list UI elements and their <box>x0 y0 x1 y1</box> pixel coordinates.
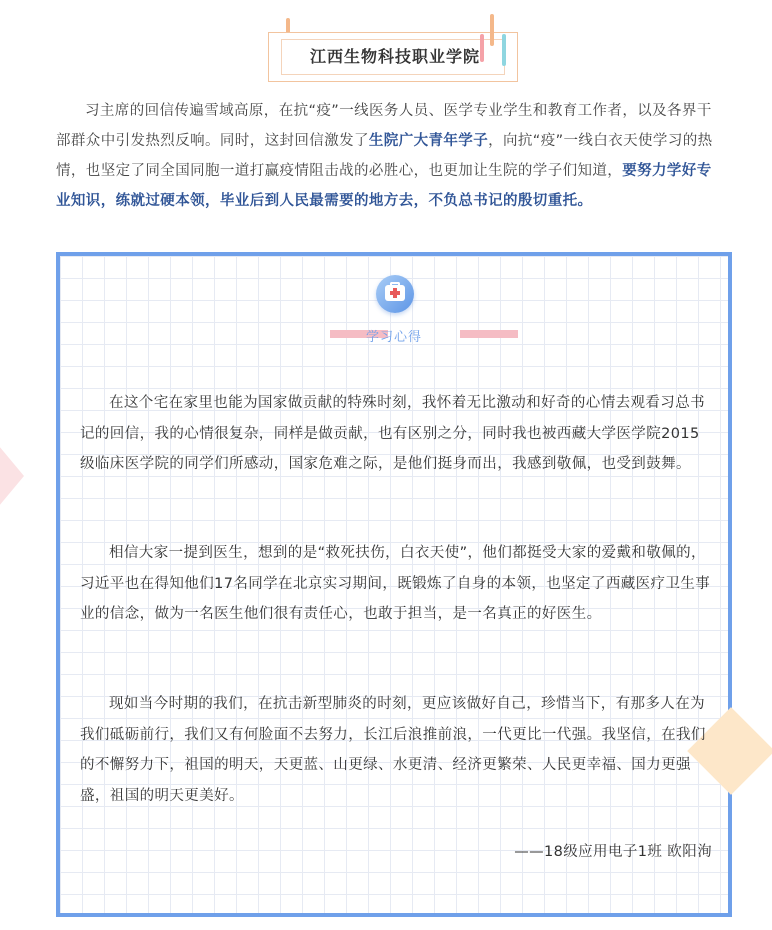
decor-triangle <box>0 440 24 512</box>
medkit-cross <box>390 291 400 295</box>
intro-text: 习主席的回信传遍雪域高原，在抗“疫”一线医务人员、医学专业学生和教育工作者，以及各界干部群众中引发热烈反响。同时，这封回信激发了 <box>56 103 712 149</box>
title-badge <box>264 14 526 74</box>
intro-highlight: 生院广大青年学子 <box>368 133 489 149</box>
medical-kit-icon <box>376 275 414 313</box>
reflection-paragraph: 在这个宅在家里也能为国家做贡献的特殊时刻，我怀着无比激动和好奇的心情去观看习总书记的回信，我的心情很复杂，同样是做贡献，也有区别之分，同时我也被西藏大学医学院2015级临床医学院的同学们所感动，国家危难之际，是他们挺身而出，我感到敬佩，也受到鼓舞。 <box>80 395 705 472</box>
reflection-paragraph: 现如当今时期的我们，在抗击新型肺炎的时刻，更应该做好自己，珍惜当下，有那多人在为我们砥砺前行，我们又有何脸面不去努力，长江后浪推前浪，一代更比一代强。我坚信，在我们的不懈努力下，祖国的明天，天更蓝、山更绿、水更清、经济更繁荣、人民更幸福、国力更强盛，祖国的明天更美好。 <box>80 696 706 804</box>
section-label: 学习心得 <box>365 330 422 345</box>
intro-paragraph <box>56 96 722 216</box>
intro-highlight: 要努力学好专业知识，练就过硬本领，毕业后到人民最需要的地方去，不负总书记的殷切重托。 <box>56 163 712 209</box>
decor-stripe <box>490 14 494 46</box>
reflection-paragraph: 相信大家一提到医生，想到的是“救死扶伤，白衣天使”，他们都挺受大家的爱戴和敬佩的，习近平也在得知他们17名同学在北京实习期间，既锻炼了自身的本领，也坚定了西藏医疗卫生事业的信念，做为一名医生他们很有责任心，也敢于担当，是一名真正的好医生。 <box>80 545 711 622</box>
section-header <box>56 324 732 346</box>
intro-text: ，向抗“疫”一线白衣天使学习的热情，也坚定了同全国同胞一道打赢疫情阻击战的必胜心，也更加让生院的学子们知道， <box>56 133 713 179</box>
medkit-body <box>385 285 405 301</box>
signature: ——18级应用电子1班 欧阳洵 <box>514 844 712 860</box>
page-title: 江西生物科技职业学院 <box>309 47 480 66</box>
